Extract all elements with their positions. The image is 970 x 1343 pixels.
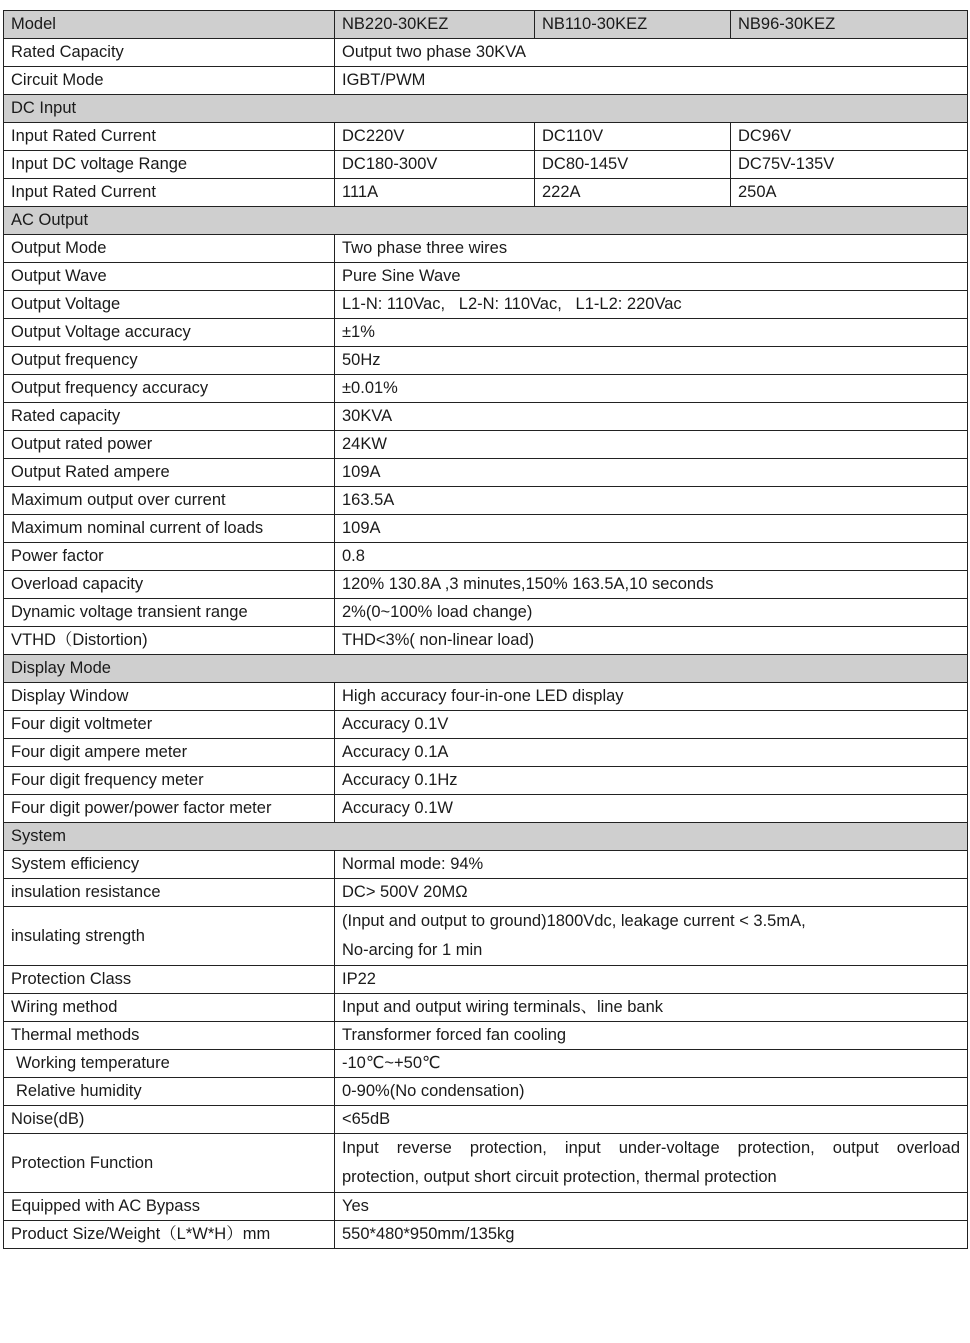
table-row xyxy=(4,851,968,879)
row-label: Thermal methods xyxy=(4,1022,335,1050)
row-value: Output two phase 30KVA xyxy=(335,39,968,67)
row-label: Equipped with AC Bypass xyxy=(4,1193,335,1221)
row-label: Four digit voltmeter xyxy=(4,711,335,739)
row-value: Two phase three wires xyxy=(335,235,968,263)
table-row xyxy=(4,67,968,95)
row-label: Input DC voltage Range xyxy=(4,151,335,179)
row-value xyxy=(335,907,968,966)
section-system xyxy=(4,823,968,851)
section-title: Display Mode xyxy=(4,655,968,683)
header-row xyxy=(4,11,968,39)
row-value: Accuracy 0.1A xyxy=(335,739,968,767)
table-row xyxy=(4,375,968,403)
row-value: 250A xyxy=(731,179,968,207)
table-row xyxy=(4,627,968,655)
row-value: Pure Sine Wave xyxy=(335,263,968,291)
table-row xyxy=(4,151,968,179)
table-row xyxy=(4,907,968,966)
row-value: ±1% xyxy=(335,319,968,347)
row-label: System efficiency xyxy=(4,851,335,879)
table-row xyxy=(4,123,968,151)
row-label: Input Rated Current xyxy=(4,179,335,207)
row-value: Accuracy 0.1V xyxy=(335,711,968,739)
row-value: Normal mode: 94% xyxy=(335,851,968,879)
row-value: Yes xyxy=(335,1193,968,1221)
table-row xyxy=(4,235,968,263)
row-value: 30KVA xyxy=(335,403,968,431)
row-label: Rated capacity xyxy=(4,403,335,431)
section-ac-output xyxy=(4,207,968,235)
table-row xyxy=(4,403,968,431)
section-title: AC Output xyxy=(4,207,968,235)
table-row xyxy=(4,39,968,67)
table-row xyxy=(4,795,968,823)
row-label: Noise(dB) xyxy=(4,1106,335,1134)
row-value: -10℃~+50℃ xyxy=(335,1050,968,1078)
row-value: DC80-145V xyxy=(535,151,731,179)
table-row xyxy=(4,1106,968,1134)
row-value: Accuracy 0.1W xyxy=(335,795,968,823)
table-row xyxy=(4,571,968,599)
row-label: Display Window xyxy=(4,683,335,711)
table-row xyxy=(4,543,968,571)
row-label: Four digit ampere meter xyxy=(4,739,335,767)
row-value: 222A xyxy=(535,179,731,207)
table-row xyxy=(4,487,968,515)
row-label: Output Wave xyxy=(4,263,335,291)
model-nb96: NB96-30KEZ xyxy=(731,11,968,39)
row-value: 111A xyxy=(335,179,535,207)
model-nb220: NB220-30KEZ xyxy=(335,11,535,39)
table-row xyxy=(4,599,968,627)
table-row xyxy=(4,767,968,795)
table-row xyxy=(4,683,968,711)
row-value: DC110V xyxy=(535,123,731,151)
row-label: Protection Class xyxy=(4,966,335,994)
table-row xyxy=(4,1022,968,1050)
table-row xyxy=(4,879,968,907)
table-row xyxy=(4,994,968,1022)
row-value: L1-N: 110Vac, L2-N: 110Vac, L1-L2: 220Vac xyxy=(335,291,968,319)
row-value: 550*480*950mm/135kg xyxy=(335,1221,968,1249)
row-value: <65dB xyxy=(335,1106,968,1134)
row-label: Output rated power xyxy=(4,431,335,459)
model-label: Model xyxy=(4,11,335,39)
row-label: Working temperature xyxy=(4,1050,335,1078)
row-value: DC180-300V xyxy=(335,151,535,179)
section-title: DC Input xyxy=(4,95,968,123)
row-label: Four digit power/power factor meter xyxy=(4,795,335,823)
row-value: 24KW xyxy=(335,431,968,459)
table-row xyxy=(4,1050,968,1078)
row-label: Output Mode xyxy=(4,235,335,263)
row-label: Output Rated ampere xyxy=(4,459,335,487)
table-row xyxy=(4,739,968,767)
table-row xyxy=(4,459,968,487)
row-label: Protection Function xyxy=(4,1134,335,1193)
row-label: Four digit frequency meter xyxy=(4,767,335,795)
table-row xyxy=(4,431,968,459)
table-row xyxy=(4,319,968,347)
table-row xyxy=(4,711,968,739)
row-value: 163.5A xyxy=(335,487,968,515)
table-row xyxy=(4,966,968,994)
row-value: DC75V-135V xyxy=(731,151,968,179)
row-value: High accuracy four-in-one LED display xyxy=(335,683,968,711)
row-value: 0-90%(No condensation) xyxy=(335,1078,968,1106)
table-row xyxy=(4,1193,968,1221)
row-label: Maximum nominal current of loads xyxy=(4,515,335,543)
row-value: DC96V xyxy=(731,123,968,151)
table-row xyxy=(4,1134,968,1193)
table-row xyxy=(4,263,968,291)
row-value: 120% 130.8A ,3 minutes,150% 163.5A,10 seconds xyxy=(335,571,968,599)
row-value xyxy=(335,1134,968,1193)
value-line: Input reverse protection, input under-voltage protection, output overload xyxy=(342,1139,960,1157)
row-label: Dynamic voltage transient range xyxy=(4,599,335,627)
row-value: 0.8 xyxy=(335,543,968,571)
row-label: Wiring method xyxy=(4,994,335,1022)
table-row xyxy=(4,515,968,543)
row-label: Output Voltage accuracy xyxy=(4,319,335,347)
table-row xyxy=(4,179,968,207)
table-row xyxy=(4,291,968,319)
row-value: ±0.01% xyxy=(335,375,968,403)
value-line: protection, output short circuit protection, thermal protection xyxy=(342,1168,777,1186)
row-value: 109A xyxy=(335,459,968,487)
row-label: insulating strength xyxy=(4,907,335,966)
row-label: VTHD（Distortion) xyxy=(4,627,335,655)
row-value: 2%(0~100% load change) xyxy=(335,599,968,627)
row-label: insulation resistance xyxy=(4,879,335,907)
row-value: DC> 500V 20MΩ xyxy=(335,879,968,907)
row-label: Maximum output over current xyxy=(4,487,335,515)
model-nb110: NB110-30KEZ xyxy=(535,11,731,39)
row-label: Overload capacity xyxy=(4,571,335,599)
table-row xyxy=(4,1221,968,1249)
section-title: System xyxy=(4,823,968,851)
value-line: No-arcing for 1 min xyxy=(342,941,483,959)
row-value: Transformer forced fan cooling xyxy=(335,1022,968,1050)
row-value: Accuracy 0.1Hz xyxy=(335,767,968,795)
row-label: Input Rated Current xyxy=(4,123,335,151)
section-dc-input xyxy=(4,95,968,123)
row-label: Power factor xyxy=(4,543,335,571)
row-value: IP22 xyxy=(335,966,968,994)
row-label: Output frequency accuracy xyxy=(4,375,335,403)
value-line: (Input and output to ground)1800Vdc, leakage current < 3.5mA, xyxy=(342,912,806,930)
row-value: IGBT/PWM xyxy=(335,67,968,95)
section-display-mode xyxy=(4,655,968,683)
row-value: 50Hz xyxy=(335,347,968,375)
row-value: Input and output wiring terminals、line bank xyxy=(335,994,968,1022)
row-label: Product Size/Weight（L*W*H）mm xyxy=(4,1221,335,1249)
spec-table xyxy=(3,10,968,1249)
row-value: DC220V xyxy=(335,123,535,151)
row-label: Relative humidity xyxy=(4,1078,335,1106)
row-label: Output Voltage xyxy=(4,291,335,319)
table-row xyxy=(4,347,968,375)
row-value: THD<3%( non-linear load) xyxy=(335,627,968,655)
table-row xyxy=(4,1078,968,1106)
row-label: Rated Capacity xyxy=(4,39,335,67)
row-label: Output frequency xyxy=(4,347,335,375)
row-label: Circuit Mode xyxy=(4,67,335,95)
row-value: 109A xyxy=(335,515,968,543)
